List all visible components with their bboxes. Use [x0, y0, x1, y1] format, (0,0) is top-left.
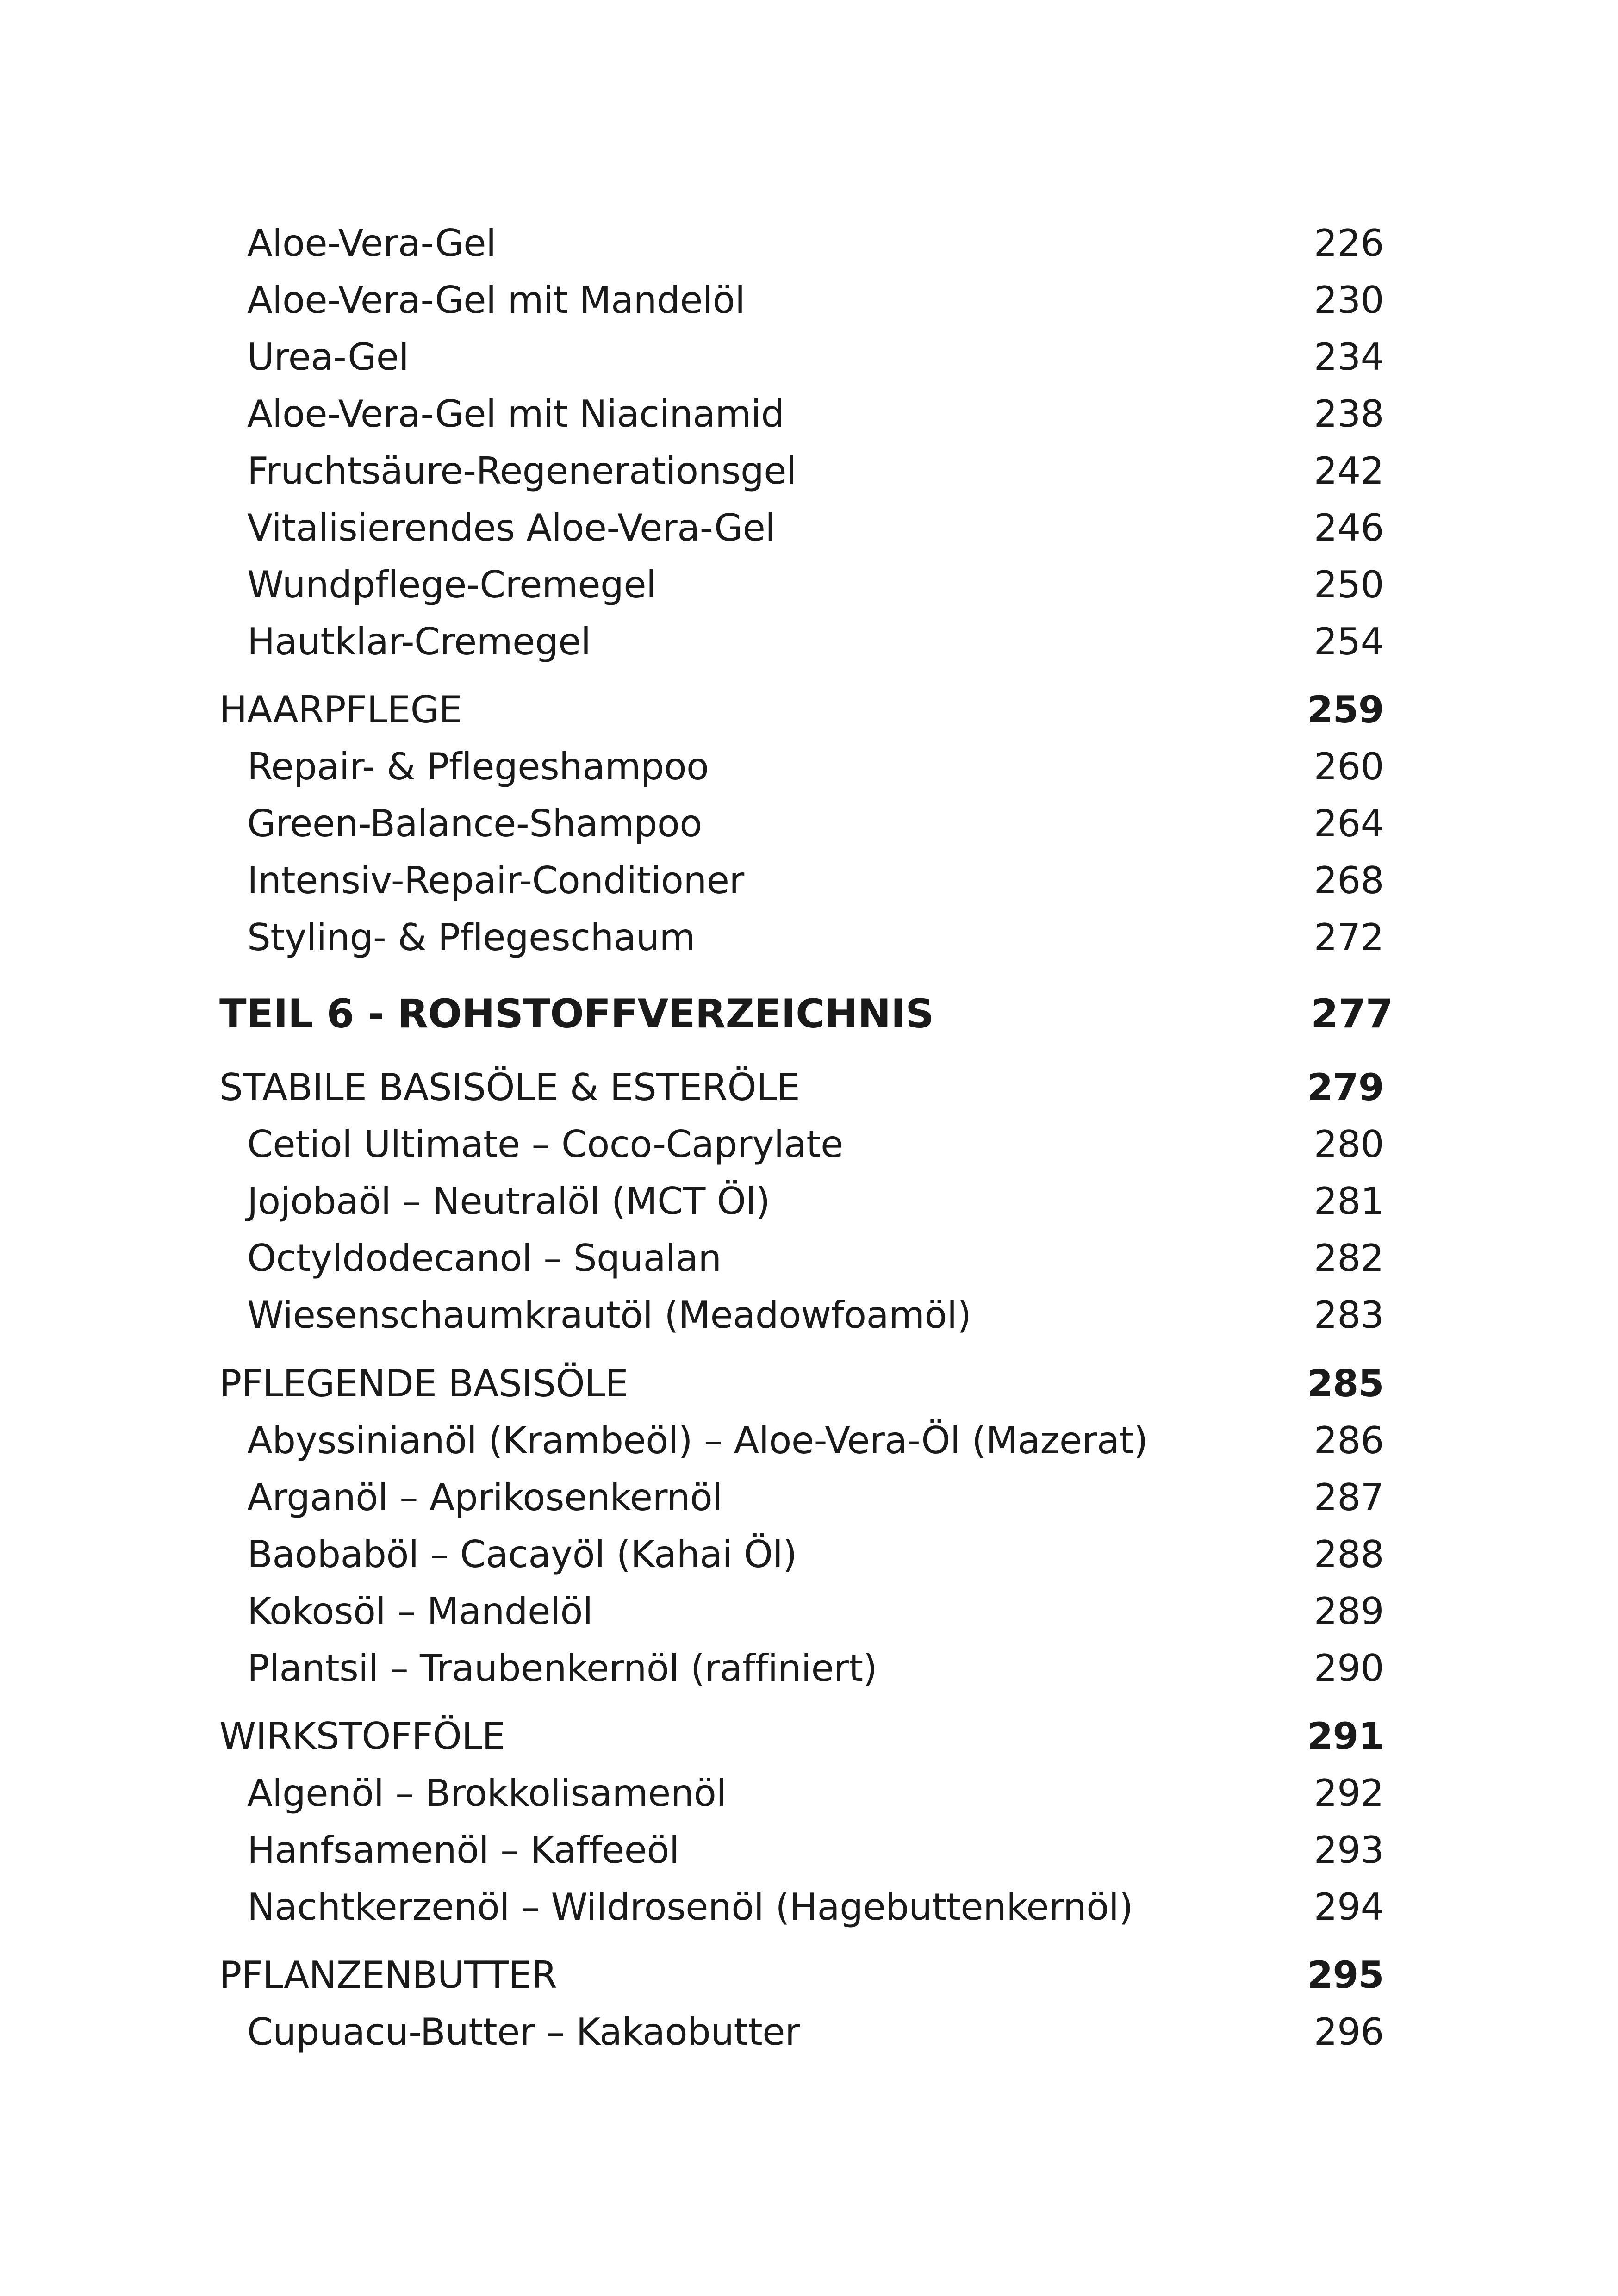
toc-entry-page: 293 [1313, 1829, 1384, 1872]
toc-section-page: 291 [1307, 1715, 1384, 1758]
toc-entry-title: Jojobaöl – Neutralöl (MCT Öl) [247, 1180, 770, 1223]
toc-entry-page: 272 [1313, 916, 1384, 959]
toc-entry-title: Fruchtsäure-Regenerationsgel [247, 449, 797, 492]
toc-entry-page: 281 [1313, 1180, 1384, 1223]
toc-entry-page: 292 [1313, 1772, 1384, 1815]
toc-entry-page: 250 [1313, 563, 1384, 606]
toc-entry-title: Urea-Gel [247, 336, 409, 379]
toc-entry-title: Intensiv-Repair-Conditioner [247, 859, 744, 902]
toc-entry-title: Abyssinianöl (Krambeöl) – Aloe-Vera-Öl (Mazerat) [247, 1419, 1148, 1462]
toc-entry-page: 264 [1313, 802, 1384, 845]
toc-entry-title: Wundpflege-Cremegel [247, 563, 656, 606]
toc-entry-title: Cupuacu-Butter – Kakaobutter [247, 2010, 800, 2053]
toc-entry-page: 294 [1313, 1885, 1384, 1929]
toc-section-page: 279 [1307, 1066, 1384, 1109]
toc-section-title: HAARPFLEGE [219, 688, 462, 731]
toc-entry-page: 268 [1313, 859, 1384, 902]
toc-entry-title: Nachtkerzenöl – Wildrosenöl (Hagebuttenkernöl) [247, 1885, 1133, 1929]
toc-entry-page: 246 [1313, 506, 1384, 549]
toc-entry-title: Hanfsamenöl – Kaffeeöl [247, 1829, 679, 1872]
toc-entry-title: Algenöl – Brokkolisamenöl [247, 1772, 727, 1815]
toc-entry-title: Plantsil – Traubenkernöl (raffiniert) [247, 1647, 877, 1690]
toc-entry-title: Wiesenschaumkrautöl (Meadowfoamöl) [247, 1294, 971, 1337]
toc-entry-page: 287 [1313, 1476, 1384, 1519]
toc-entry-page: 242 [1313, 449, 1384, 492]
toc-entry-page: 280 [1313, 1123, 1384, 1166]
toc-entry-title: Baobaböl – Cacayöl (Kahai Öl) [247, 1533, 797, 1576]
toc-entry-title: Arganöl – Aprikosenkernöl [247, 1476, 722, 1519]
toc-entry-title: Repair- & Pflegeshampoo [247, 745, 709, 788]
toc-entry-title: Kokosöl – Mandelöl [247, 1590, 593, 1633]
toc-section-title: WIRKSTOFFÖLE [219, 1715, 505, 1758]
toc-section-page: 285 [1307, 1362, 1384, 1405]
toc-entry-page: 230 [1313, 279, 1384, 322]
toc-section-page: 295 [1307, 1954, 1384, 1997]
toc-section-page: 259 [1307, 688, 1384, 731]
toc-entry-title: Cetiol Ultimate – Coco-Caprylate [247, 1123, 843, 1166]
toc-entry-page: 254 [1313, 620, 1384, 663]
toc-entry-title: Octyldodecanol – Squalan [247, 1237, 722, 1280]
toc-part-page: 277 [1310, 991, 1393, 1037]
toc-entry-page: 282 [1313, 1237, 1384, 1280]
toc-entry-page: 234 [1313, 336, 1384, 379]
toc-part-title: TEIL 6 - ROHSTOFFVERZEICHNIS [219, 991, 934, 1037]
toc-entry-page: 286 [1313, 1419, 1384, 1462]
toc-entry-title: Styling- & Pflegeschaum [247, 916, 695, 959]
toc-entry-title: Green-Balance-Shampoo [247, 802, 702, 845]
toc-entry-page: 238 [1313, 392, 1384, 436]
toc-entry-title: Aloe-Vera-Gel [247, 222, 496, 265]
toc-entry-page: 296 [1313, 2010, 1384, 2053]
toc-section-title: STABILE BASISÖLE & ESTERÖLE [219, 1066, 800, 1109]
toc-entry-page: 283 [1313, 1294, 1384, 1337]
toc-entry-page: 289 [1313, 1590, 1384, 1633]
toc-entry-page: 288 [1313, 1533, 1384, 1576]
toc-entry-page: 290 [1313, 1647, 1384, 1690]
toc-entry-page: 260 [1313, 745, 1384, 788]
toc-section-title: PFLANZENBUTTER [219, 1954, 557, 1997]
toc-entry-page: 226 [1313, 222, 1384, 265]
toc-section-title: PFLEGENDE BASISÖLE [219, 1362, 629, 1405]
toc-entry-title: Hautklar-Cremegel [247, 620, 591, 663]
toc-entry-title: Vitalisierendes Aloe-Vera-Gel [247, 506, 776, 549]
toc-entry-title: Aloe-Vera-Gel mit Mandelöl [247, 279, 745, 322]
toc-entry-title: Aloe-Vera-Gel mit Niacinamid [247, 392, 784, 436]
